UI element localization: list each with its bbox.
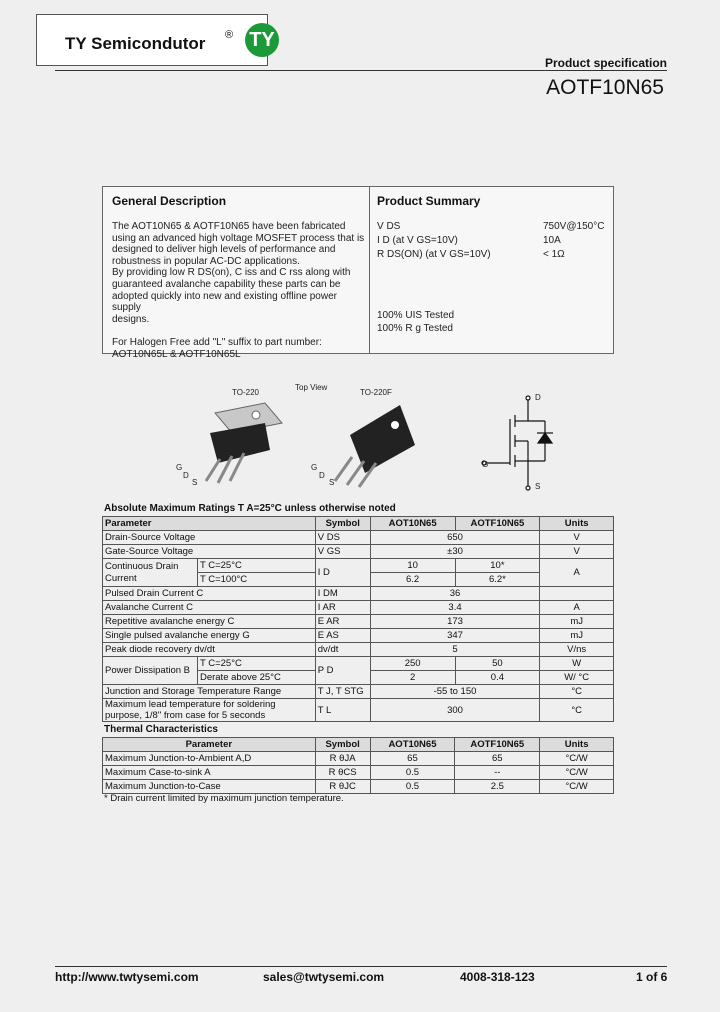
table-row (103, 685, 614, 699)
table-cell: 36 (370, 587, 540, 601)
table-cell: 300 (370, 699, 540, 722)
to220f-package-icon (335, 405, 415, 487)
general-description-title: General Description (112, 194, 227, 208)
registered-mark: ® (225, 29, 234, 41)
table-cell: W/ °C (540, 671, 614, 685)
table-cell: T C=100°C (197, 573, 315, 587)
table-cell: R θJC (315, 780, 370, 794)
to220f-pin-g: G (311, 463, 318, 472)
halogen-line: For Halogen Free add "L" suffix to part number: (112, 337, 322, 349)
general-description-text (112, 221, 368, 361)
thermal-title: Thermal Characteristics (104, 724, 218, 735)
table-cell: P D (315, 657, 370, 685)
table-cell: E AR (315, 615, 370, 629)
footnote: * Drain current limited by maximum junction temperature. (104, 793, 344, 804)
table-row (103, 587, 614, 601)
table-cell: Maximum Junction-to-Ambient A,D (103, 752, 316, 766)
desc-line: designs. (112, 313, 150, 325)
table-cell: ±30 (370, 545, 540, 559)
summary-param: I D (at V GS=10V) (377, 235, 458, 246)
mosfet-pin-s: S (535, 482, 541, 491)
abs-max-table (102, 516, 614, 722)
top-view-label: Top View (295, 383, 328, 392)
table-cell: 650 (370, 531, 540, 545)
table-cell: 10* (455, 559, 540, 573)
table-cell: 2 (370, 671, 455, 685)
col-header: AOT10N65 (370, 738, 455, 752)
to220-pin-s: S (192, 478, 198, 487)
table-header-row (103, 738, 614, 752)
table-cell: V (540, 545, 614, 559)
table-cell: Repetitive avalanche energy C (103, 615, 316, 629)
table-row (103, 531, 614, 545)
table-cell (540, 587, 614, 601)
table-cell: Avalanche Current C (103, 601, 316, 615)
table-cell: °C/W (540, 780, 614, 794)
table-cell: A (540, 601, 614, 615)
table-cell: Gate-Source Voltage (103, 545, 316, 559)
table-cell: Derate above 25°C (197, 671, 315, 685)
thermal-table (102, 737, 614, 794)
table-cell: A (540, 559, 614, 587)
table-cell: Single pulsed avalanche energy G (103, 629, 316, 643)
table-cell: -55 to 150 (370, 685, 540, 699)
to220f-label: TO-220F (360, 388, 392, 397)
desc-line: robustness in popular AC-DC applications. (112, 255, 300, 267)
table-cell: dv/dt (315, 643, 370, 657)
desc-line: The AOT10N65 & AOTF10N65 have been fabricated (112, 221, 346, 232)
summary-param: R DS(ON) (at V GS=10V) (377, 249, 491, 260)
spec-label: Product specification (544, 56, 667, 70)
table-cell: V/ns (540, 643, 614, 657)
table-cell: W (540, 657, 614, 671)
to220-package-icon (206, 403, 282, 483)
table-cell: V GS (315, 545, 370, 559)
to220-pin-g: G (176, 463, 183, 472)
part-number: AOTF10N65 (546, 76, 664, 99)
table-cell: I AR (315, 601, 370, 615)
table-cell: 5 (370, 643, 540, 657)
table-cell: R θJA (315, 752, 370, 766)
table-row (103, 545, 614, 559)
desc-line: designed to deliver high levels of performance and (112, 244, 336, 256)
table-cell: °C/W (540, 752, 614, 766)
table-cell: 6.2* (455, 573, 540, 587)
table-row (103, 643, 614, 657)
table-row (103, 780, 614, 794)
table-cell: T C=25°C (197, 657, 315, 671)
table-row (103, 752, 614, 766)
col-header: Units (540, 738, 614, 752)
table-cell: 50 (455, 657, 540, 671)
table-row (103, 657, 614, 671)
table-row (103, 699, 614, 722)
company-logo-box (36, 14, 275, 66)
table-cell: 0.4 (455, 671, 540, 685)
table-cell: Continuous Drain Current (103, 559, 198, 587)
abs-max-title: Absolute Maximum Ratings T A=25°C unless otherwise noted (104, 503, 396, 514)
desc-line: adopted quickly into new and existing offline power supply (112, 290, 337, 314)
ty-logo-icon: TY (245, 23, 279, 57)
table-cell: 250 (370, 657, 455, 671)
table-cell: R θCS (315, 766, 370, 780)
table-cell: °C (540, 685, 614, 699)
col-header: Symbol (315, 738, 370, 752)
col-header: Parameter (103, 738, 316, 752)
table-cell: Junction and Storage Temperature Range (103, 685, 316, 699)
table-header-row (103, 517, 614, 531)
table-cell: I D (315, 559, 370, 587)
table-cell: Maximum lead temperature for soldering purpose, 1/8" from case for 5 seconds (103, 699, 316, 722)
table-row (103, 766, 614, 780)
col-header: Symbol (315, 517, 370, 531)
table-row (103, 615, 614, 629)
desc-line: By providing low R DS(on), C iss and C rss along with (112, 267, 351, 279)
table-cell: V DS (315, 531, 370, 545)
to220-label: TO-220 (232, 388, 259, 397)
table-cell: Power Dissipation B (103, 657, 198, 685)
col-header: AOT10N65 (370, 517, 455, 531)
table-cell: Drain-Source Voltage (103, 531, 316, 545)
footer-email-link[interactable]: sales@twtysemi.com (263, 970, 385, 984)
package-illustrations (170, 395, 590, 495)
table-cell: 3.4 (370, 601, 540, 615)
company-name: TY Semicondutor (65, 34, 206, 53)
table-cell: 0.5 (370, 780, 455, 794)
table-cell: I DM (315, 587, 370, 601)
col-header: AOTF10N65 (455, 517, 540, 531)
halogen-line: AOT10N65L & AOTF10N65L (112, 348, 241, 360)
test-line: 100% R g Tested (377, 323, 453, 334)
col-header: Units (540, 517, 614, 531)
col-header: Parameter (103, 517, 316, 531)
footer-url-link[interactable]: http://www.twtysemi.com (55, 970, 199, 984)
desc-line: guaranteed avalanche capability these parts can be (112, 278, 341, 290)
table-cell: -- (455, 766, 540, 780)
table-cell: T C=25°C (197, 559, 315, 573)
table-cell: E AS (315, 629, 370, 643)
table-row (103, 601, 614, 615)
product-summary-title: Product Summary (377, 194, 481, 208)
desc-line: using an advanced high voltage MOSFET process that is (112, 232, 365, 244)
test-line: 100% UIS Tested (377, 310, 455, 321)
mosfet-pin-g: G (482, 460, 489, 469)
table-cell: Maximum Case-to-sink A (103, 766, 316, 780)
summary-param: V DS (377, 221, 401, 232)
header-divider (55, 70, 667, 71)
footer-page-number: 1 of 6 (636, 970, 668, 984)
table-cell: T L (315, 699, 370, 722)
description-divider (369, 186, 370, 353)
mosfet-symbol-icon (482, 396, 553, 490)
table-cell: 10 (370, 559, 455, 573)
footer-divider (55, 966, 667, 967)
to220-pin-d: D (183, 471, 189, 480)
table-cell: mJ (540, 615, 614, 629)
to220f-pin-d: D (319, 471, 325, 480)
summary-value: 750V@150°C (543, 221, 605, 232)
table-cell: 0.5 (370, 766, 455, 780)
table-row (103, 559, 614, 573)
summary-value: < 1Ω (543, 249, 565, 260)
table-cell: °C (540, 699, 614, 722)
summary-value: 10A (543, 235, 561, 246)
col-header: AOTF10N65 (455, 738, 540, 752)
table-cell: 65 (455, 752, 540, 766)
table-cell: Maximum Junction-to-Case (103, 780, 316, 794)
mosfet-pin-d: D (535, 393, 541, 402)
to220f-pin-s: S (329, 478, 335, 487)
table-cell: Peak diode recovery dv/dt (103, 643, 316, 657)
table-cell: 2.5 (455, 780, 540, 794)
table-cell: °C/W (540, 766, 614, 780)
table-row (103, 629, 614, 643)
table-cell: mJ (540, 629, 614, 643)
table-cell: T J, T STG (315, 685, 370, 699)
table-cell: 173 (370, 615, 540, 629)
table-cell: Pulsed Drain Current C (103, 587, 316, 601)
table-cell: 347 (370, 629, 540, 643)
footer-phone: 4008-318-123 (460, 970, 535, 984)
table-cell: V (540, 531, 614, 545)
table-cell: 6.2 (370, 573, 455, 587)
table-cell: 65 (370, 752, 455, 766)
